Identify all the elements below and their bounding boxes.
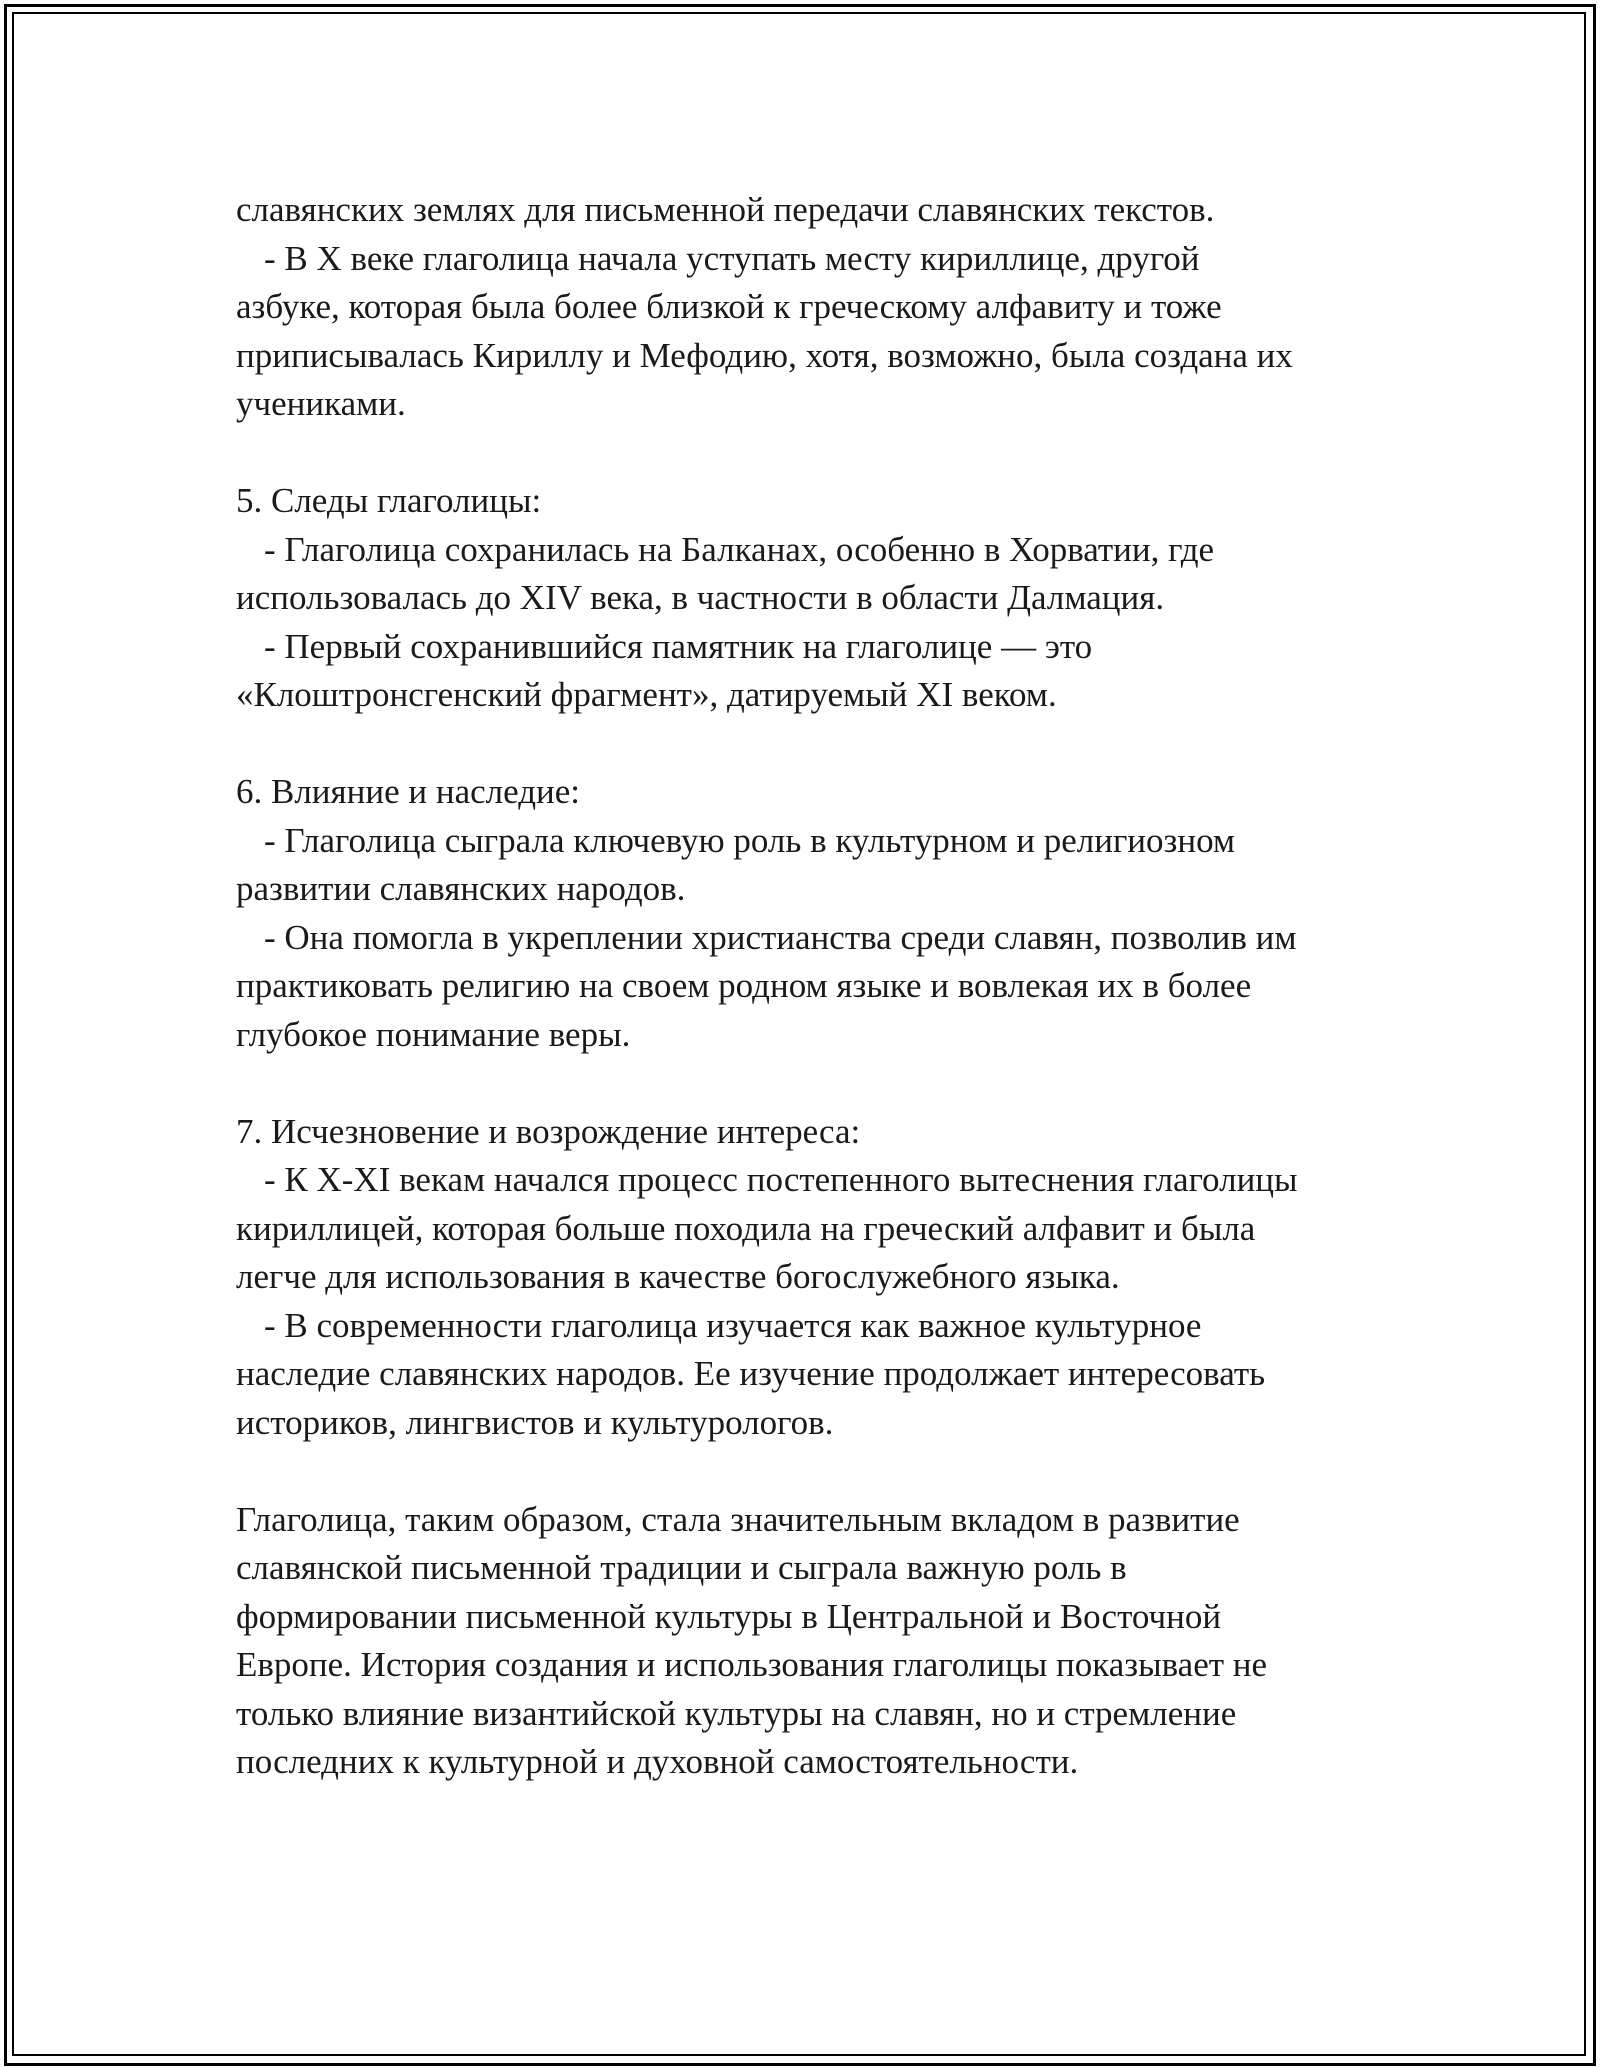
paragraph-spacer	[236, 1447, 1366, 1496]
text-line: - В современности глаголица изучается как важное культурное	[264, 1305, 1202, 1345]
text-line: учениками.	[236, 384, 406, 423]
document-body	[236, 186, 1366, 1787]
text-line: - В X веке глаголица начала уступать месту кириллице, другой	[264, 238, 1200, 278]
conclusion-line: последних к культурной и духовной самостоятельности.	[236, 1742, 1079, 1781]
text-line: - Глаголица сыграла ключевую роль в культурном и религиозном	[264, 820, 1236, 860]
text-line: использовалась до XIV века, в частности в области Далмация.	[236, 578, 1165, 617]
text-line: легче для использования в качестве богослужебного языка.	[236, 1257, 1120, 1296]
text-line: историков, лингвистов и культурологов.	[236, 1402, 834, 1442]
section-heading: 5. Следы глаголицы:	[236, 481, 542, 520]
text-line: наследие славянских народов. Ее изучение продолжает интересовать	[236, 1354, 1266, 1393]
text-line: славянских землях для письменной передачи славянских текстов.	[236, 190, 1215, 229]
text-line: глубокое понимание веры.	[236, 1014, 631, 1054]
text-line: развитии славянских народов.	[236, 869, 686, 908]
conclusion-line: славянской письменной традиции и сыграла важную роль в	[236, 1548, 1127, 1587]
text-line: - Она помогла в укреплении христианства среди славян, позволив им	[264, 917, 1297, 957]
text-line: «Клоштронсгенский фрагмент», датируемый XI веком.	[236, 675, 1057, 714]
conclusion-line: Глаголица, таким образом, стала значительным вкладом в развитие	[236, 1499, 1240, 1539]
paragraph-spacer	[236, 429, 1366, 478]
text-line: кириллицей, которая больше походила на греческий алфавит и была	[236, 1208, 1256, 1248]
text-line: приписывалась Кириллу и Мефодию, хотя, возможно, была создана их	[236, 335, 1293, 375]
text-line: практиковать религию на своем родном языке и вовлекая их в более	[236, 966, 1252, 1005]
text-line: - Первый сохранившийся памятник на глаголице — это	[264, 626, 1093, 666]
conclusion-line: только влияние византийской культуры на славян, но и стремление	[236, 1693, 1237, 1733]
text-line: азбуке, которая была более близкой к греческому алфавиту и тоже	[236, 287, 1222, 326]
paragraph-spacer	[236, 720, 1366, 769]
section-heading: 6. Влияние и наследие:	[236, 772, 581, 811]
text-line: - Глаголица сохранилась на Балканах, особенно в Хорватии, где	[264, 529, 1215, 569]
conclusion-line: Европе. История создания и использования глаголицы показывает не	[236, 1645, 1268, 1684]
conclusion-line: формировании письменной культуры в Центральной и Восточной	[236, 1596, 1222, 1636]
section-heading: 7. Исчезновение и возрождение интереса:	[236, 1111, 861, 1151]
text-line: - К X-XI векам начался процесс постепенного вытеснения глаголицы	[264, 1160, 1298, 1199]
paragraph-spacer	[236, 1059, 1366, 1108]
